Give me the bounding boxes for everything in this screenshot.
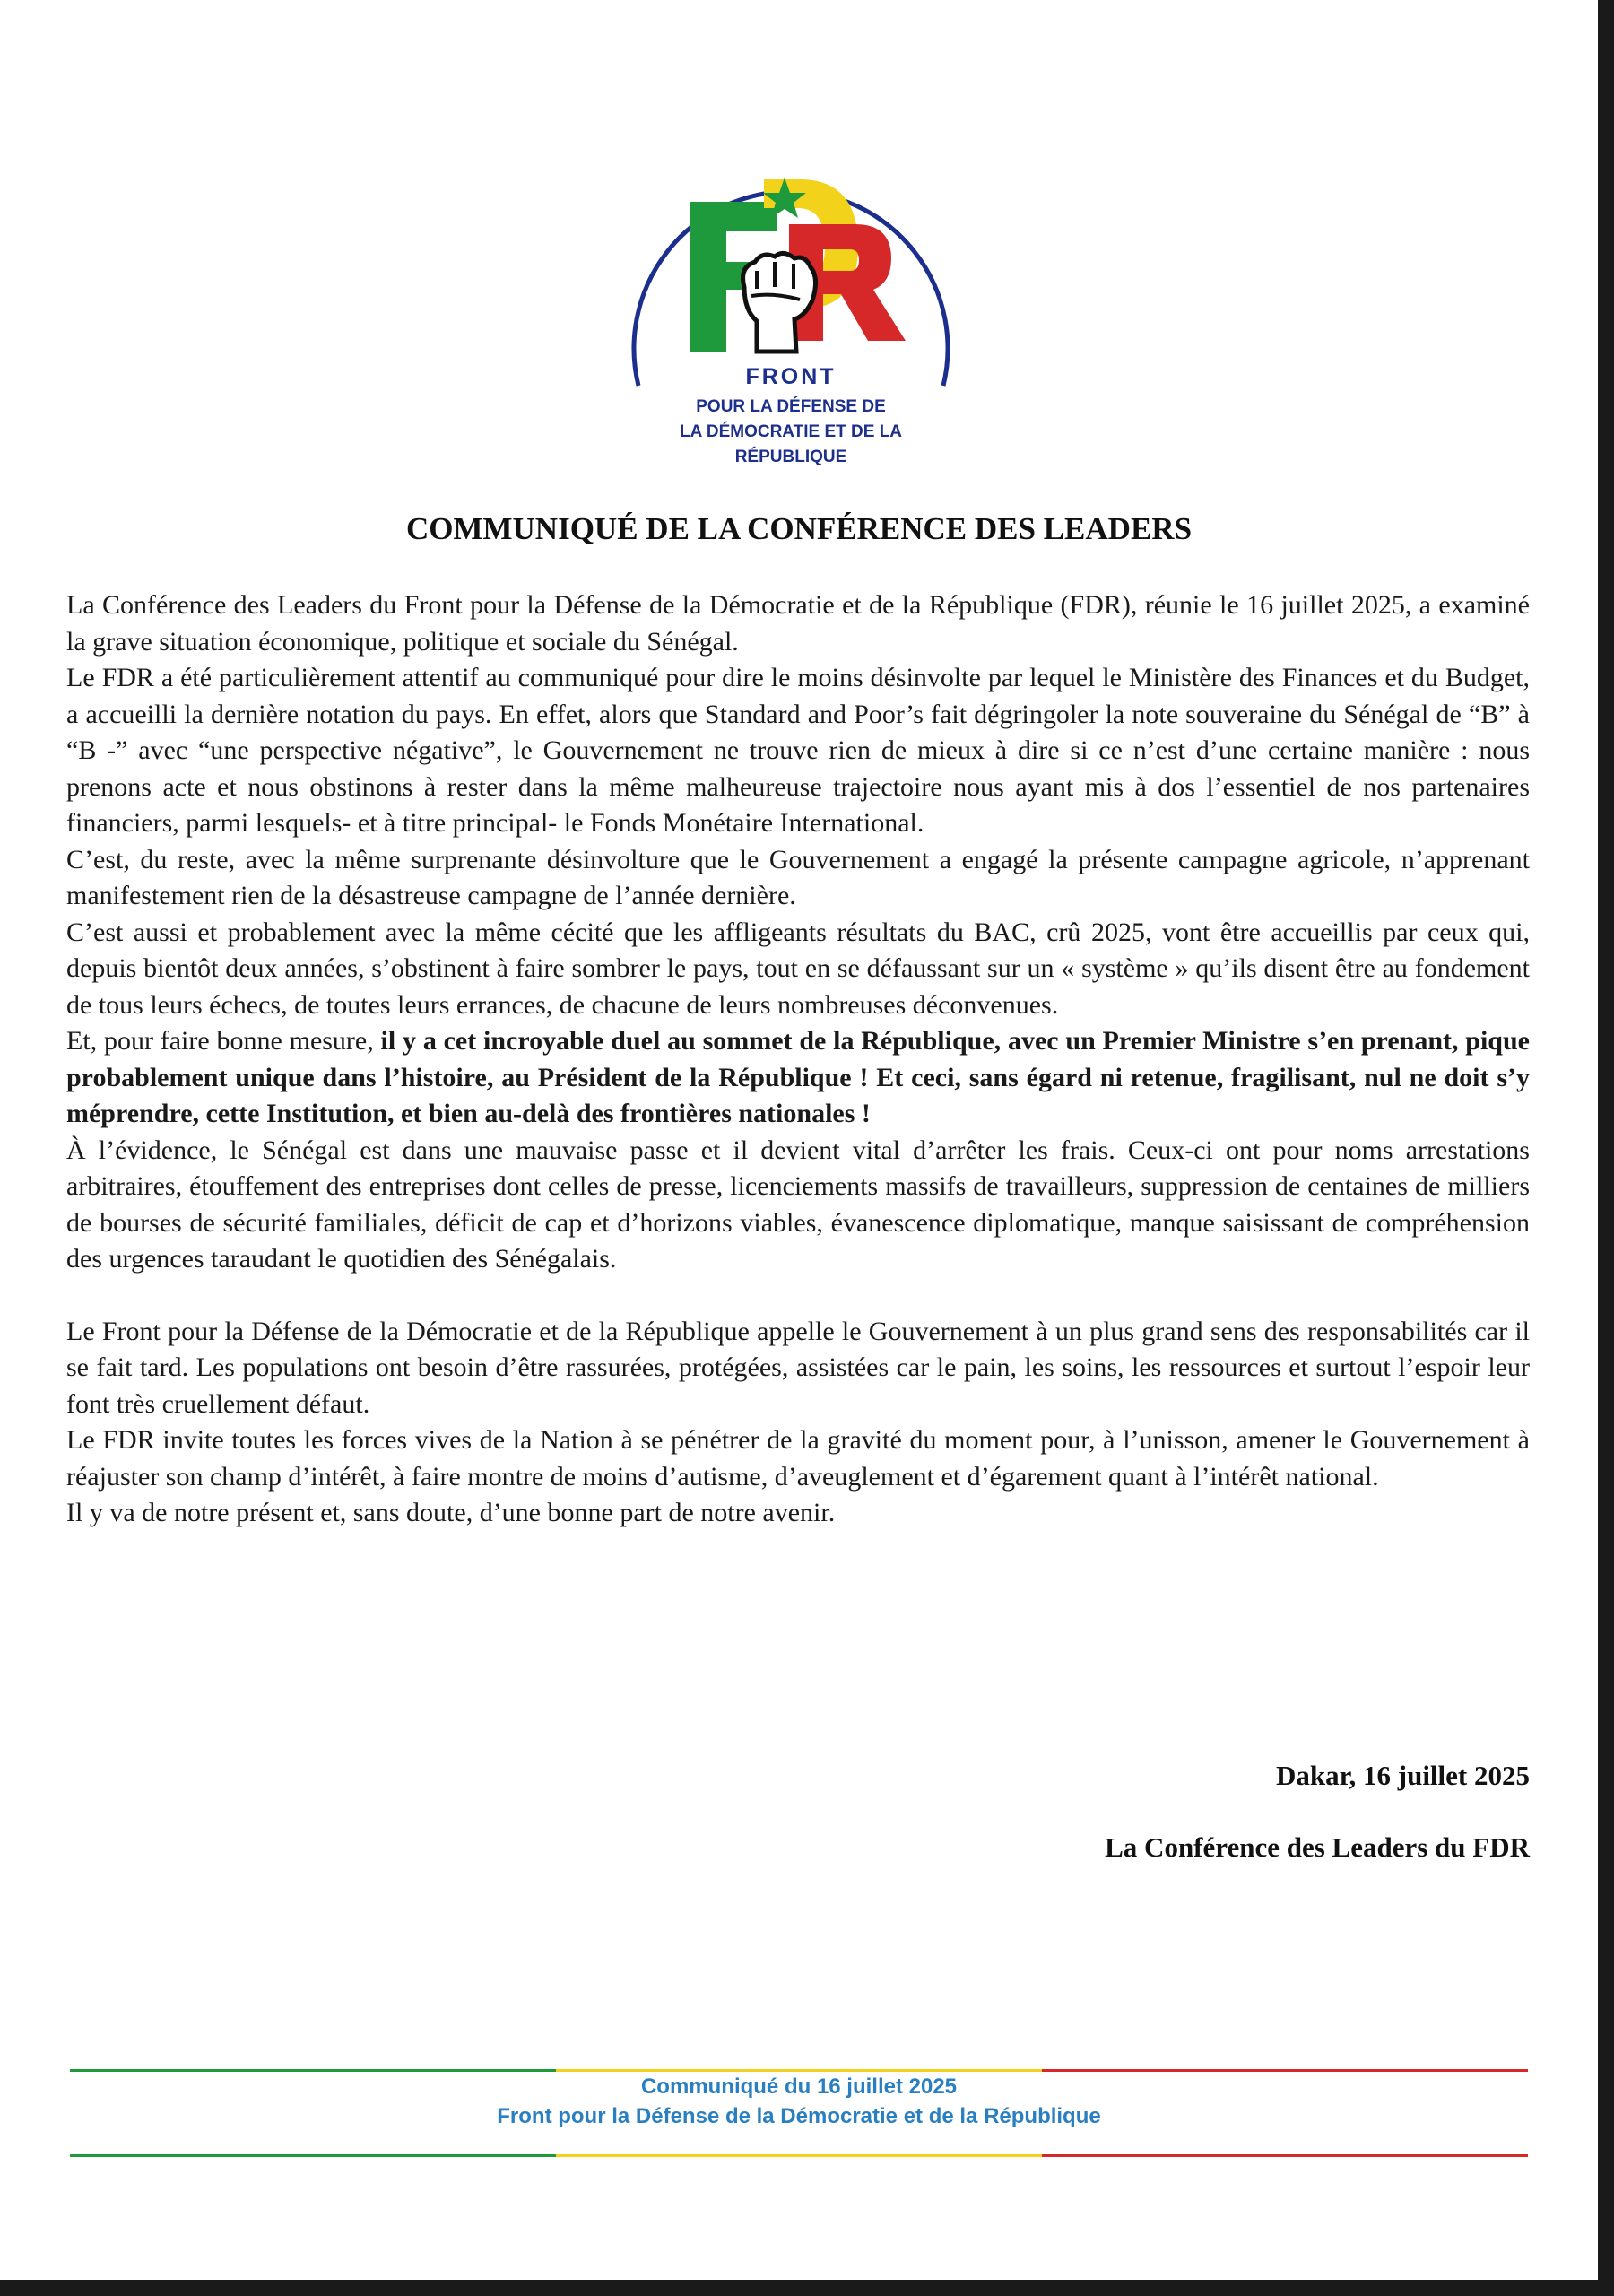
rule-red-segment (1042, 2069, 1528, 2072)
rule-yellow-segment (556, 2154, 1042, 2157)
logo-front-label: FRONT (745, 364, 837, 389)
paragraph-4: C’est aussi et probablement avec la même cécité que les affligeants résultats du BAC, crû 2025, vont être accueillis par ceux qui, depuis bientôt deux années, s’obstinent à faire sombrer le pays, tout en se défaussant sur un « système » qu’ils disent être au fondement de tous leurs échecs, de toutes leurs errances, de chacune de leurs nombreuses déconvenues. (66, 917, 1530, 1020)
rule-red-segment (1042, 2154, 1528, 2157)
rule-yellow-segment (556, 2069, 1042, 2072)
logo-subtitle-line2: LA DÉMOCRATIE ET DE LA (679, 422, 903, 441)
signature-place-date: Dakar, 16 juillet 2025 (1275, 1760, 1530, 1791)
paragraph-3: C’est, du reste, avec la même surprenante désinvolture que le Gouvernement a engagé la présente campagne agricole, n’apprenant manifestement rien de la désastreuse campagne de l’année dernière. (66, 844, 1530, 910)
footer-tricolor-rule-top (70, 2069, 1528, 2072)
paragraph-8: Le FDR invite toutes les forces vives de la Nation à se pénétrer de la gravité du moment pour, à l’unisson, amener le Gouvernement à réajuster son champ d’intérêt, à faire montre de moins d’autisme, d’aveuglement et d’égarement quant à l’intérêt national. (66, 1425, 1530, 1492)
paragraph-7: Le Front pour la Défense de la Démocratie et de la République appelle le Gouvernement à un plus grand sens des responsabilités car il se fait tard. Les populations ont besoin d’être rassurées, protégées, assistées car le pain, les soins, les ressources et surtout l’espoir leur font très cruellement défaut. (66, 1316, 1530, 1419)
footer-date-line: Communiqué du 16 juillet 2025 (640, 2074, 958, 2099)
fdr-logo (620, 117, 961, 493)
paragraph-6: À l’évidence, le Sénégal est dans une mauvaise passe et il devient vital d’arrêter les frais. Ceux-ci ont pour noms arrestations arbitraires, étouffement des entreprises dont celles de presse, licenciements massifs de travailleurs, suppression de centaines de milliers de bourses de sécurité familiales, déficit de cap et d’horizons viables, évanescence diplomatique, manque saisissant de compréhension des urgences taraudant le quotidien des Sénégalais. (66, 1135, 1530, 1274)
rule-green-segment (70, 2154, 556, 2157)
signature-signatory: La Conférence des Leaders du FDR (1105, 1831, 1530, 1863)
paragraph-5-emphasis: il y a cet incroyable duel au sommet de la République, avec un Premier Ministre s’en prenant, pique probablement unique dans l’histoire, au Président de la République ! Et ceci, sans égard ni retenue, fragilisant, nul ne doit s’y méprendre, cette Institution, et bien au-delà des frontières nationales ! (66, 1026, 1530, 1128)
footer-organization-line: Front pour la Défense de la Démocratie et de la République (497, 2104, 1101, 2128)
paragraph-5 (66, 1023, 1530, 1133)
footer-tricolor-rule-bottom (70, 2154, 1528, 2157)
logo-subtitle-line3: RÉPUBLIQUE (734, 448, 847, 466)
paragraph-1: La Conférence des Leaders du Front pour la Défense de la Démocratie et de la République (FDR), réunie le 16 juillet 2025, a examiné la grave situation économique, politique et sociale du Sénégal. (66, 590, 1530, 657)
document-title: COMMUNIQUÉ DE LA CONFÉRENCE DES LEADERS (405, 511, 1193, 546)
rule-green-segment (70, 2069, 556, 2072)
paragraph-2: Le FDR a été particulièrement attentif au communiqué pour dire le moins désinvolte par lequel le Ministère des Finances et du Budget, a accueilli la dernière notation du pays. En effet, alors que Standard and Poor’s fait dégringoler la note souveraine du Sénégal de “B” à “B -” avec “une perspective négative”, le Gouvernement ne trouve rien de mieux à dire si ce n’est d’une certaine manière : nous prenons acte et nous obstinons à rester dans la même malheureuse trajectoire nous ayant mis à dos l’essentiel de nos partenaires financiers, parmi lesquels- et à titre principal- le Fonds Monétaire International. (66, 663, 1530, 838)
communique-body (66, 587, 1530, 1532)
paragraph-5-lead: Et, pour faire bonne mesure, (66, 1026, 381, 1056)
logo-subtitle-line1: POUR LA DÉFENSE DE (696, 397, 886, 416)
paragraph-9: Il y va de notre présent et, sans doute, d’une bonne part de notre avenir. (66, 1498, 836, 1527)
